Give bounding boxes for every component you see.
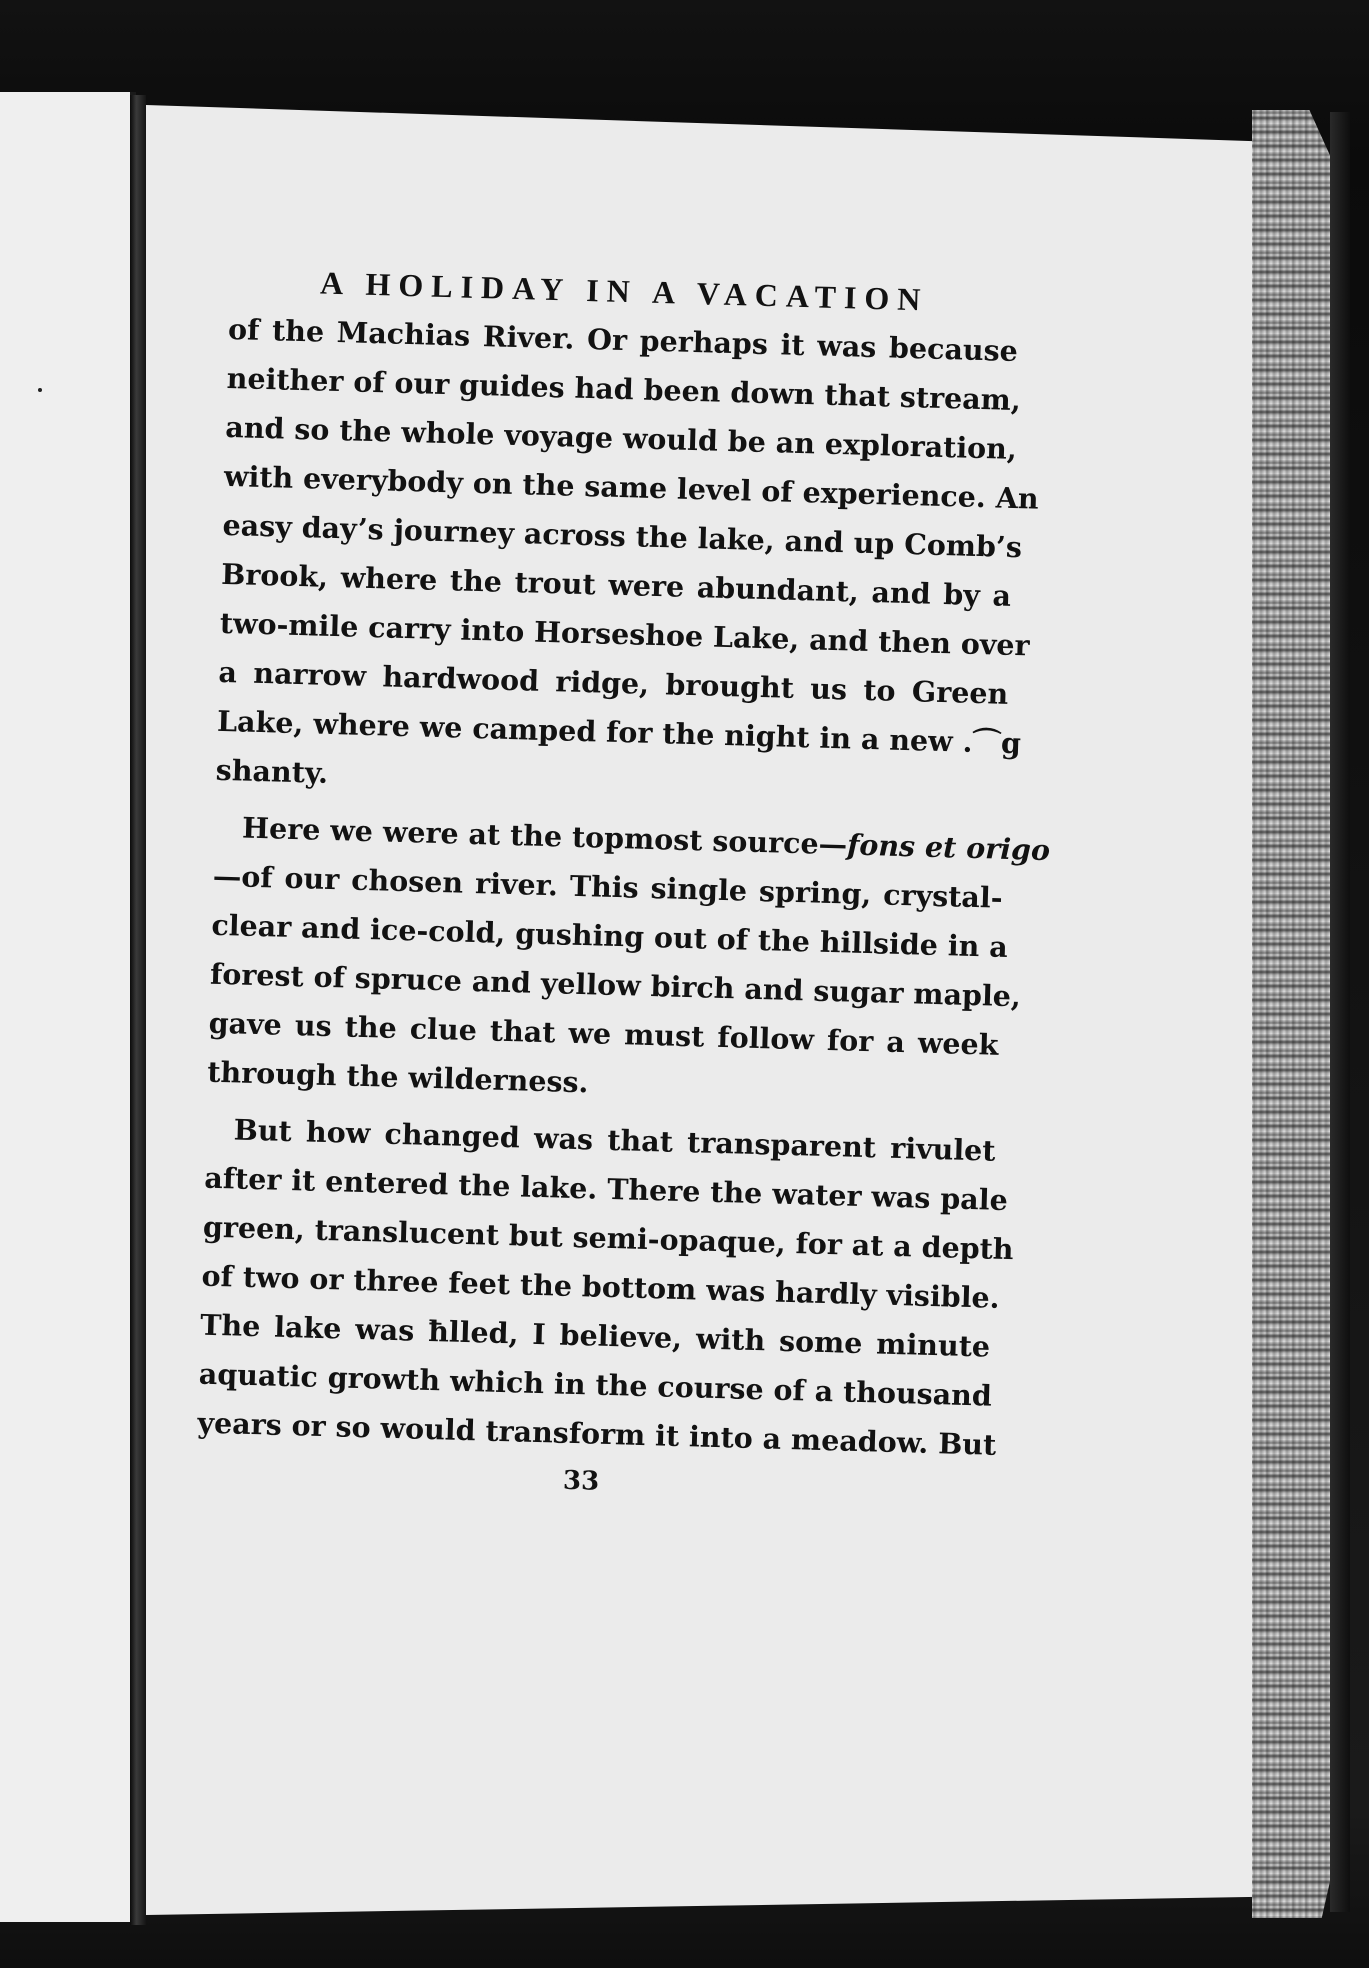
facing-page bbox=[0, 92, 136, 1922]
text-line: of two or three feet the bottom was hardly visible. bbox=[201, 1258, 1001, 1315]
book-cover-edge bbox=[1330, 112, 1350, 1912]
text-line: years or so would transform it into a meadow. But bbox=[197, 1405, 997, 1462]
text-line: a narrow hardwood ridge, brought us to Green bbox=[218, 654, 1009, 711]
text-line: Here we were at the topmost source—fons et origo bbox=[241, 810, 1051, 868]
text-line: through the wilderness. bbox=[206, 1054, 589, 1100]
text-line: —of our chosen river. This single spring, crystal- bbox=[212, 858, 1004, 915]
paragraph-2 bbox=[206, 803, 1051, 1119]
text-line: clear and ice-cold, gushing out of the hillside in a bbox=[211, 907, 1009, 964]
page-number: 33 bbox=[562, 1465, 600, 1497]
text-line: with everybody on the same level of experience. An bbox=[223, 458, 1040, 516]
text-line: green, translucent but semi-opaque, for at a depth bbox=[202, 1209, 1015, 1267]
text-line: Brook, where the trout were abundant, and by a bbox=[220, 556, 1012, 613]
text-line: shanty. bbox=[215, 752, 329, 790]
page-edges bbox=[1252, 110, 1334, 1918]
text-line: after it entered the lake. There the water was pale bbox=[203, 1160, 1009, 1218]
page-text-block bbox=[196, 262, 1051, 1508]
page-speck bbox=[38, 388, 42, 392]
latin-phrase: fons et origo bbox=[846, 827, 1051, 868]
text-line: neither of our guides had been down that stream, bbox=[226, 360, 1022, 418]
text-line: The lake was ħlled, I believe, with some minute bbox=[199, 1307, 991, 1364]
running-head: A HOLIDAY IN A VACATION bbox=[319, 264, 929, 318]
text-line: gave us the clue that we must follow for a week bbox=[208, 1005, 999, 1062]
book-gutter bbox=[130, 95, 146, 1925]
paragraph-1 bbox=[215, 305, 1040, 817]
text-line: easy day’s journey across the lake, and up Comb’s bbox=[222, 507, 1023, 565]
text-line: of the Machias River. Or perhaps it was because bbox=[227, 311, 1019, 369]
text-line: But how changed was that transparent rivulet bbox=[233, 1112, 996, 1168]
text-line: and so the whole voyage would be an exploration, bbox=[224, 409, 1018, 467]
paragraph-3 bbox=[197, 1105, 1015, 1470]
text-line: forest of spruce and yellow birch and sugar maple, bbox=[209, 956, 1022, 1014]
text-line: Lake, where we camped for the night in a new .⌒g bbox=[216, 703, 1022, 761]
text-line: two-mile carry into Horseshoe Lake, and then over bbox=[219, 605, 1031, 663]
text-line: aquatic growth which in the course of a thousand bbox=[198, 1356, 993, 1413]
